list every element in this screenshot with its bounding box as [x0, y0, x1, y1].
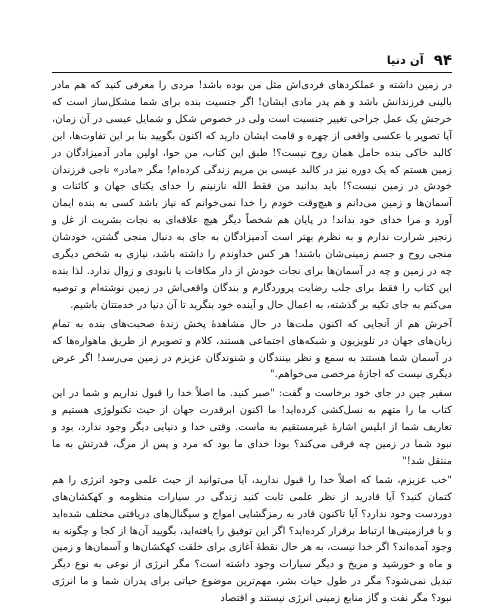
paragraph: آخرش هم از آنجایی که اکنون ملت‌ها در حال مشاهدۀ پخش زندۀ صحبت‌های بنده به تمام زبان‌های جهان در تلویزیون و شبکه‌های اجتماعی هستند، کلام و تصویرم از طریق ماهواره‌ها که در آسمان شما هستند به سمع و نظر بینندگان و شنوندگان عزیزم در زمین می‌رسد! اگر عرض دیگری نیست که اجازۀ مرخصی می‌خواهم.": [52, 318, 452, 381]
header-divider: [52, 72, 452, 73]
paragraph: سفیر چین در جای خود برخاست و گفت: "صبر کنید. ما اصلاً خدا را قبول نداریم و شما در این کتاب ما را متهم به نسل‌کشی کرده‌اید! ما اکنون ابرقدرت جهان از حیث تکنولوژی هستیم و تعاریف شما از ابلیس اشارۀ غیرمستقیم به ماست. وقتی خدا و دنیایی دیگر وجود ندارد، بود و نبود شما در زمین چه فرقی می‌کند؟ بودا خدای ما بود که مرد و پس از مرگ، قدرتش به ما منتقل شد!": [52, 388, 452, 467]
paragraph: "خب عزیزم، شما که اصلاً خدا را قبول ندارید، آیا می‌توانید از حیث علمی وجود انرژی را هم کتمان کنید؟ آیا قادرید از نظر علمی ثابت کنید زندگی در سیارات منظومه و کهکشان‌های دوردست وجود ندارد؟ آیا تاکنون قادر به رمزگشایی امواج و سیگنال‌های دریافتی مختلف شده‌اید و با فرازمینی‌ها ارتباط برقرار کرده‌اید؟ اگر این توفیق را یافته‌اید، بگویید آن‌ها از کجا و چگونه به وجود آمده‌اند؟ اگر خدا نیست، به هر حال نقطۀ آغازی برای خلقت کهکشان‌ها و آسمان‌ها و زمین و ماه و خورشید و مریخ و دیگر سیارات وجود داشته است؟ مگر انرژی از نوعی به نوع دیگر تبدیل نمی‌شود؟ مگر در طول حیات بشر، مهم‌ترین موضوع حیاتی برای پدران شما و ما انرژی نبود؟ مگر نفت و گاز منابع زمینی انرژی نیستند و اقتصاد: [52, 474, 452, 605]
paragraph: در زمین داشته و عملکردهای فردی‌اش مثل من بوده باشد! مردی را معرفی کنید که هم مادر بالینی فرزندانش باشد و هم پدر مادی ایشان! اگر جنسیت بنده برای شما مشکل‌ساز است که خرجش یک عمل جراحی تغییر جنسیت است ولی در خصوص شکل و شمایل عیسی در آن زمان، آیا تصویر یا عکسی واقعی از چهره و قامت ایشان دارید که اکنون بگویید بنا بر این تفاوت‌ها، این کالبد خاکی بنده حامل همان روح نیست؟! طبق این کتاب، من حوا، اولین مادر آدمیزادگان در زمین هستم که یک دوره نیز در کالبد عیسی بن مریم زندگی کرده‌ام! مگر «مادر» ناجی فرزندان خودش در زمین نیست؟! باید بدانید من فقط الله نازنینم را خدای یکتای جهان و کائنات و آسمان‌ها و زمین می‌دانم و هیچ‌وقت خودم را خدا نمی‌خوانم که نیاز باشد کسی به بنده ایمان آورد و مرا خدای خود بداند! در پایان هم شخصاً دیگر هیچ علاقه‌ای به نجات بشریت از غل و زنجیر شرارت ندارم و به نظرم بهتر است آدمیزادگان به جای به دنبال منجی گشتن، خودشان منجی روح و جسم زمینی‌شان باشند! هر کس خداوندم را داشته باشد، نیازی به شخص دیگری چه در زمین و چه در آسمان‌ها برای نجات خودش از دار مکافات یا نابودی و زوال ندارد. لذا بنده این کتاب را فقط برای جلب رضایت پروردگارم و بندگان واقعی‌اش در زمین نوشته‌ام و توصیه می‌کنم به جای تکیه بر گذشته، به اعمال حال و آینده خود بنگرید تا آن دنیا در خدمتتان باشیم.: [52, 80, 452, 311]
running-title: آن دنیا: [386, 53, 424, 67]
page-header: [52, 46, 452, 70]
page-number: ۹۴: [433, 51, 452, 69]
body-text: [52, 78, 452, 610]
